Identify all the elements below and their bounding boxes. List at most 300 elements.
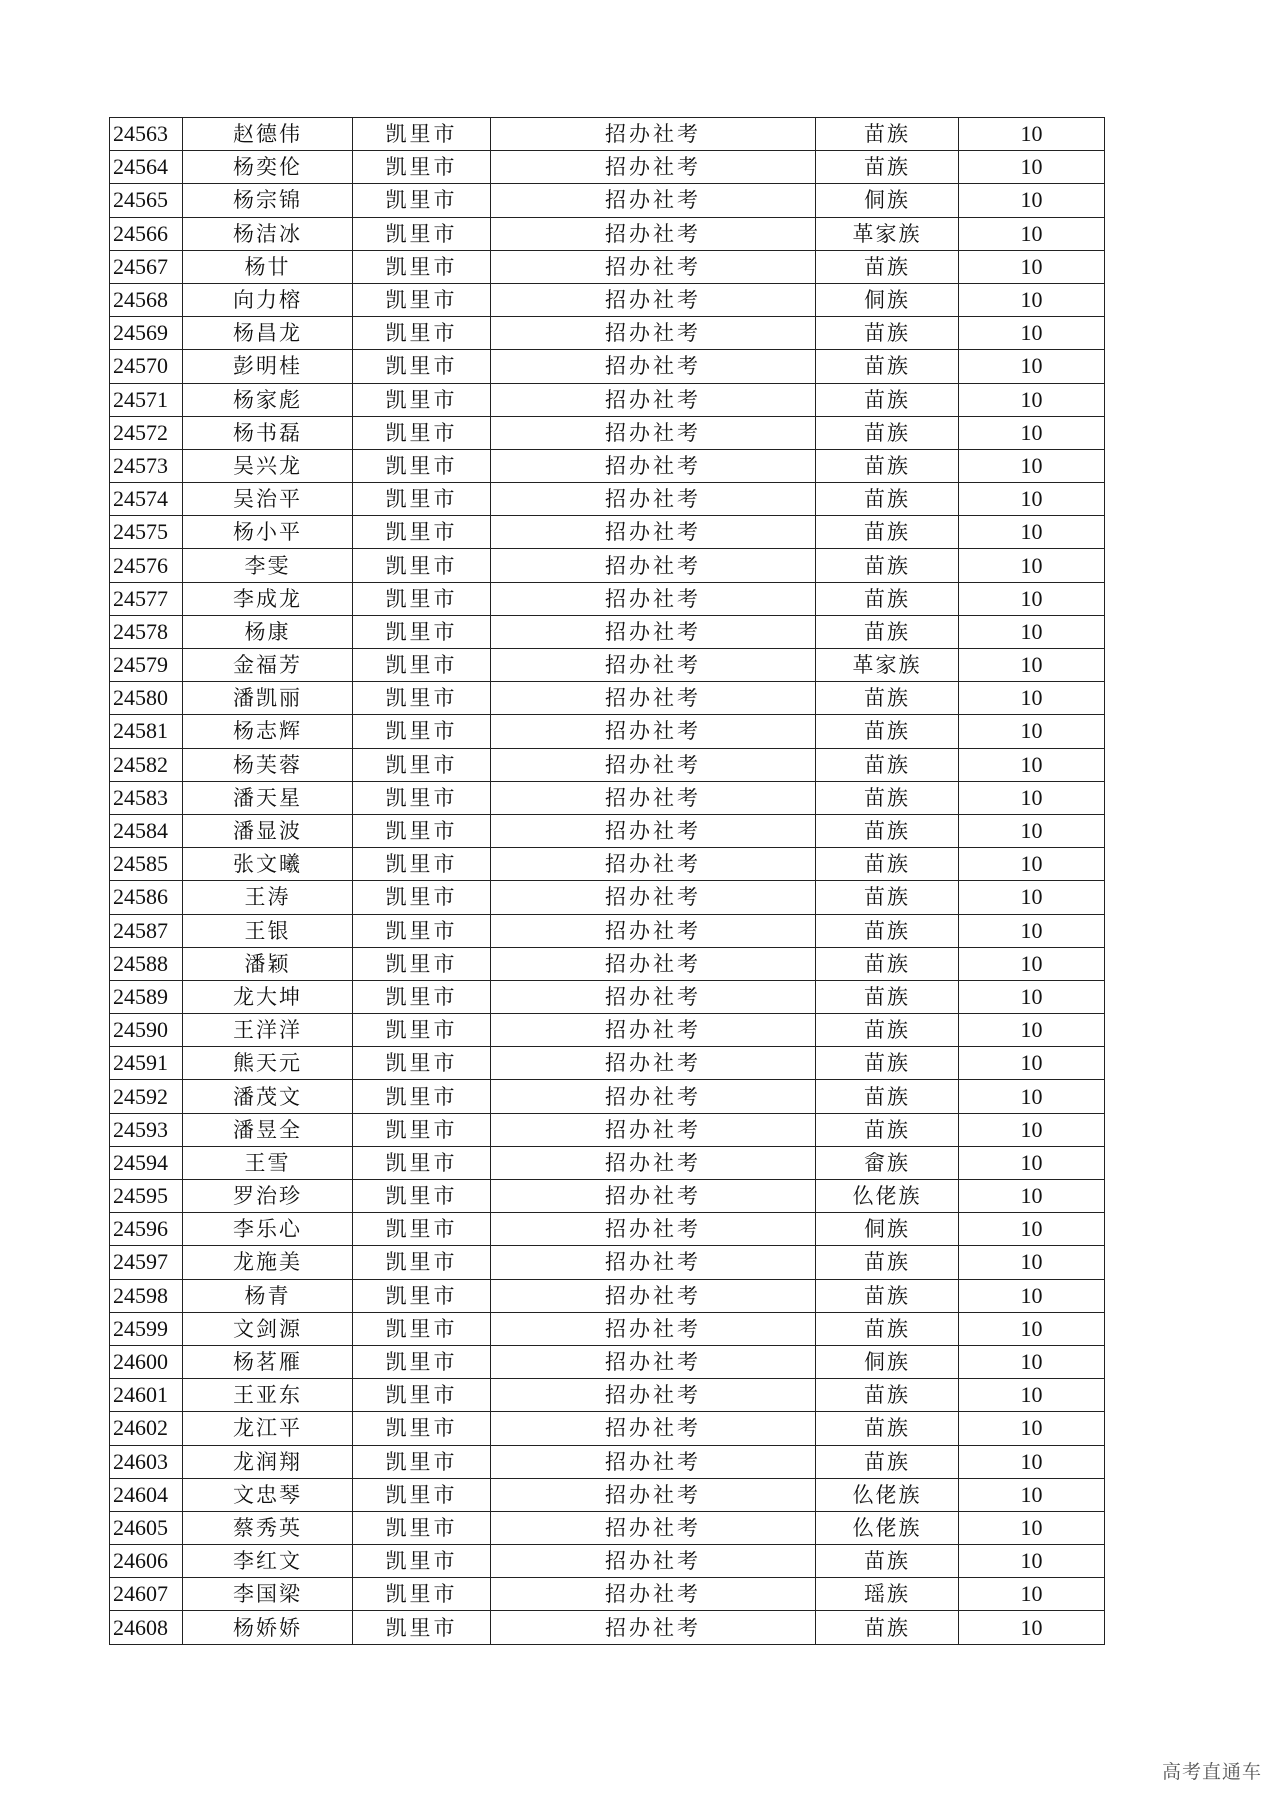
table-row xyxy=(110,151,1105,184)
cell-id: 24597 xyxy=(110,1246,183,1279)
cell-name: 潘天星 xyxy=(183,781,353,814)
cell-city: 凯里市 xyxy=(353,914,491,947)
cell-name: 文剑源 xyxy=(183,1312,353,1345)
cell-category: 招办社考 xyxy=(491,217,816,250)
cell-score: 10 xyxy=(959,1080,1105,1113)
cell-ethnicity: 苗族 xyxy=(816,1047,959,1080)
cell-name: 王涛 xyxy=(183,881,353,914)
table-row xyxy=(110,516,1105,549)
cell-score: 10 xyxy=(959,814,1105,847)
cell-city: 凯里市 xyxy=(353,1180,491,1213)
cell-city: 凯里市 xyxy=(353,317,491,350)
cell-city: 凯里市 xyxy=(353,1146,491,1179)
cell-id: 24591 xyxy=(110,1047,183,1080)
table-row xyxy=(110,184,1105,217)
table-row xyxy=(110,881,1105,914)
cell-city: 凯里市 xyxy=(353,1312,491,1345)
cell-category: 招办社考 xyxy=(491,317,816,350)
cell-ethnicity: 苗族 xyxy=(816,516,959,549)
cell-ethnicity: 苗族 xyxy=(816,947,959,980)
cell-city: 凯里市 xyxy=(353,1478,491,1511)
cell-name: 吴治平 xyxy=(183,483,353,516)
cell-category: 招办社考 xyxy=(491,483,816,516)
cell-ethnicity: 苗族 xyxy=(816,350,959,383)
cell-ethnicity: 苗族 xyxy=(816,416,959,449)
table-row xyxy=(110,748,1105,781)
table-row xyxy=(110,1511,1105,1544)
cell-city: 凯里市 xyxy=(353,980,491,1013)
table-row xyxy=(110,1545,1105,1578)
cell-id: 24594 xyxy=(110,1146,183,1179)
cell-name: 杨宗锦 xyxy=(183,184,353,217)
cell-id: 24593 xyxy=(110,1113,183,1146)
table-row xyxy=(110,217,1105,250)
cell-id: 24596 xyxy=(110,1213,183,1246)
table-row xyxy=(110,1379,1105,1412)
cell-id: 24582 xyxy=(110,748,183,781)
cell-category: 招办社考 xyxy=(491,748,816,781)
cell-score: 10 xyxy=(959,980,1105,1013)
cell-city: 凯里市 xyxy=(353,1545,491,1578)
cell-category: 招办社考 xyxy=(491,1047,816,1080)
cell-id: 24601 xyxy=(110,1379,183,1412)
cell-name: 潘凯丽 xyxy=(183,682,353,715)
cell-id: 24569 xyxy=(110,317,183,350)
table-row xyxy=(110,649,1105,682)
cell-name: 金福芳 xyxy=(183,649,353,682)
cell-score: 10 xyxy=(959,516,1105,549)
cell-name: 熊天元 xyxy=(183,1047,353,1080)
cell-ethnicity: 苗族 xyxy=(816,483,959,516)
cell-name: 罗治珍 xyxy=(183,1180,353,1213)
cell-category: 招办社考 xyxy=(491,1611,816,1644)
cell-ethnicity: 仫佬族 xyxy=(816,1478,959,1511)
cell-score: 10 xyxy=(959,1312,1105,1345)
cell-id: 24606 xyxy=(110,1545,183,1578)
cell-ethnicity: 侗族 xyxy=(816,1213,959,1246)
cell-name: 蔡秀英 xyxy=(183,1511,353,1544)
cell-category: 招办社考 xyxy=(491,582,816,615)
table-row xyxy=(110,914,1105,947)
cell-name: 杨廿 xyxy=(183,250,353,283)
cell-id: 24577 xyxy=(110,582,183,615)
table-row xyxy=(110,582,1105,615)
table-row xyxy=(110,1445,1105,1478)
table-row xyxy=(110,1213,1105,1246)
cell-category: 招办社考 xyxy=(491,283,816,316)
cell-city: 凯里市 xyxy=(353,781,491,814)
table-row xyxy=(110,814,1105,847)
cell-id: 24595 xyxy=(110,1180,183,1213)
cell-ethnicity: 苗族 xyxy=(816,980,959,1013)
cell-ethnicity: 苗族 xyxy=(816,1412,959,1445)
cell-category: 招办社考 xyxy=(491,151,816,184)
cell-id: 24586 xyxy=(110,881,183,914)
cell-city: 凯里市 xyxy=(353,151,491,184)
cell-id: 24584 xyxy=(110,814,183,847)
cell-id: 24592 xyxy=(110,1080,183,1113)
table-row xyxy=(110,1246,1105,1279)
cell-score: 10 xyxy=(959,748,1105,781)
cell-name: 杨小平 xyxy=(183,516,353,549)
cell-category: 招办社考 xyxy=(491,1080,816,1113)
cell-name: 杨康 xyxy=(183,615,353,648)
roster-table xyxy=(109,117,1105,1645)
cell-name: 杨娇娇 xyxy=(183,1611,353,1644)
cell-score: 10 xyxy=(959,1611,1105,1644)
cell-city: 凯里市 xyxy=(353,250,491,283)
cell-ethnicity: 苗族 xyxy=(816,914,959,947)
cell-name: 潘显波 xyxy=(183,814,353,847)
cell-city: 凯里市 xyxy=(353,1113,491,1146)
cell-score: 10 xyxy=(959,615,1105,648)
table-row xyxy=(110,250,1105,283)
cell-score: 10 xyxy=(959,350,1105,383)
cell-city: 凯里市 xyxy=(353,118,491,151)
cell-city: 凯里市 xyxy=(353,1379,491,1412)
watermark-text: 高考直通车 xyxy=(1161,1761,1262,1783)
cell-id: 24603 xyxy=(110,1445,183,1478)
cell-score: 10 xyxy=(959,1445,1105,1478)
cell-ethnicity: 仫佬族 xyxy=(816,1180,959,1213)
cell-category: 招办社考 xyxy=(491,1578,816,1611)
cell-category: 招办社考 xyxy=(491,1246,816,1279)
table-row xyxy=(110,1345,1105,1378)
table-row xyxy=(110,1180,1105,1213)
table-row xyxy=(110,615,1105,648)
cell-name: 潘颖 xyxy=(183,947,353,980)
cell-category: 招办社考 xyxy=(491,848,816,881)
cell-name: 潘茂文 xyxy=(183,1080,353,1113)
cell-score: 10 xyxy=(959,649,1105,682)
cell-name: 杨志辉 xyxy=(183,715,353,748)
table-row xyxy=(110,383,1105,416)
cell-score: 10 xyxy=(959,715,1105,748)
cell-city: 凯里市 xyxy=(353,217,491,250)
cell-score: 10 xyxy=(959,483,1105,516)
cell-name: 王洋洋 xyxy=(183,1014,353,1047)
cell-ethnicity: 苗族 xyxy=(816,1246,959,1279)
cell-category: 招办社考 xyxy=(491,118,816,151)
cell-id: 24583 xyxy=(110,781,183,814)
cell-city: 凯里市 xyxy=(353,184,491,217)
cell-name: 龙江平 xyxy=(183,1412,353,1445)
cell-category: 招办社考 xyxy=(491,383,816,416)
cell-id: 24566 xyxy=(110,217,183,250)
table-row xyxy=(110,1080,1105,1113)
cell-id: 24589 xyxy=(110,980,183,1013)
cell-score: 10 xyxy=(959,881,1105,914)
cell-name: 龙大坤 xyxy=(183,980,353,1013)
cell-ethnicity: 苗族 xyxy=(816,1014,959,1047)
cell-ethnicity: 苗族 xyxy=(816,615,959,648)
cell-id: 24578 xyxy=(110,615,183,648)
cell-name: 杨芙蓉 xyxy=(183,748,353,781)
cell-score: 10 xyxy=(959,947,1105,980)
cell-category: 招办社考 xyxy=(491,649,816,682)
cell-id: 24575 xyxy=(110,516,183,549)
cell-id: 24590 xyxy=(110,1014,183,1047)
cell-category: 招办社考 xyxy=(491,1545,816,1578)
cell-category: 招办社考 xyxy=(491,1312,816,1345)
cell-city: 凯里市 xyxy=(353,814,491,847)
cell-ethnicity: 苗族 xyxy=(816,781,959,814)
cell-id: 24567 xyxy=(110,250,183,283)
cell-city: 凯里市 xyxy=(353,1014,491,1047)
cell-score: 10 xyxy=(959,184,1105,217)
cell-id: 24600 xyxy=(110,1345,183,1378)
cell-category: 招办社考 xyxy=(491,814,816,847)
cell-score: 10 xyxy=(959,848,1105,881)
cell-ethnicity: 苗族 xyxy=(816,1312,959,1345)
cell-id: 24608 xyxy=(110,1611,183,1644)
cell-city: 凯里市 xyxy=(353,483,491,516)
cell-score: 10 xyxy=(959,1014,1105,1047)
cell-name: 王雪 xyxy=(183,1146,353,1179)
cell-ethnicity: 侗族 xyxy=(816,184,959,217)
table-row xyxy=(110,1478,1105,1511)
cell-name: 杨青 xyxy=(183,1279,353,1312)
cell-category: 招办社考 xyxy=(491,549,816,582)
cell-id: 24598 xyxy=(110,1279,183,1312)
cell-city: 凯里市 xyxy=(353,1345,491,1378)
cell-city: 凯里市 xyxy=(353,1578,491,1611)
cell-name: 杨奕伦 xyxy=(183,151,353,184)
table-row xyxy=(110,483,1105,516)
cell-ethnicity: 苗族 xyxy=(816,549,959,582)
table-row xyxy=(110,1578,1105,1611)
cell-score: 10 xyxy=(959,1279,1105,1312)
table-row xyxy=(110,715,1105,748)
cell-name: 向力榕 xyxy=(183,283,353,316)
table-row xyxy=(110,947,1105,980)
cell-category: 招办社考 xyxy=(491,516,816,549)
cell-name: 龙施美 xyxy=(183,1246,353,1279)
cell-name: 文忠琴 xyxy=(183,1478,353,1511)
cell-category: 招办社考 xyxy=(491,615,816,648)
cell-score: 10 xyxy=(959,1113,1105,1146)
cell-category: 招办社考 xyxy=(491,1511,816,1544)
cell-id: 24574 xyxy=(110,483,183,516)
table-row xyxy=(110,549,1105,582)
cell-id: 24585 xyxy=(110,848,183,881)
cell-city: 凯里市 xyxy=(353,350,491,383)
cell-score: 10 xyxy=(959,1379,1105,1412)
table-row xyxy=(110,350,1105,383)
cell-name: 龙润翔 xyxy=(183,1445,353,1478)
table-row xyxy=(110,1014,1105,1047)
table-row xyxy=(110,1412,1105,1445)
cell-ethnicity: 苗族 xyxy=(816,582,959,615)
cell-score: 10 xyxy=(959,383,1105,416)
cell-score: 10 xyxy=(959,250,1105,283)
table-row xyxy=(110,848,1105,881)
cell-score: 10 xyxy=(959,217,1105,250)
cell-ethnicity: 畲族 xyxy=(816,1146,959,1179)
cell-score: 10 xyxy=(959,1213,1105,1246)
cell-score: 10 xyxy=(959,1246,1105,1279)
table-row xyxy=(110,1146,1105,1179)
cell-id: 24604 xyxy=(110,1478,183,1511)
cell-name: 李国梁 xyxy=(183,1578,353,1611)
cell-ethnicity: 革家族 xyxy=(816,649,959,682)
cell-category: 招办社考 xyxy=(491,914,816,947)
cell-ethnicity: 侗族 xyxy=(816,1345,959,1378)
cell-ethnicity: 苗族 xyxy=(816,383,959,416)
table-row xyxy=(110,1279,1105,1312)
cell-id: 24568 xyxy=(110,283,183,316)
cell-category: 招办社考 xyxy=(491,682,816,715)
cell-city: 凯里市 xyxy=(353,1047,491,1080)
cell-name: 张文曦 xyxy=(183,848,353,881)
cell-city: 凯里市 xyxy=(353,383,491,416)
cell-id: 24580 xyxy=(110,682,183,715)
cell-name: 李乐心 xyxy=(183,1213,353,1246)
cell-city: 凯里市 xyxy=(353,1611,491,1644)
cell-name: 李红文 xyxy=(183,1545,353,1578)
cell-category: 招办社考 xyxy=(491,1279,816,1312)
cell-city: 凯里市 xyxy=(353,1213,491,1246)
cell-city: 凯里市 xyxy=(353,1445,491,1478)
cell-name: 杨昌龙 xyxy=(183,317,353,350)
table-row xyxy=(110,449,1105,482)
cell-category: 招办社考 xyxy=(491,1146,816,1179)
cell-ethnicity: 苗族 xyxy=(816,250,959,283)
table-row xyxy=(110,1312,1105,1345)
cell-id: 24588 xyxy=(110,947,183,980)
cell-id: 24579 xyxy=(110,649,183,682)
cell-category: 招办社考 xyxy=(491,1213,816,1246)
cell-score: 10 xyxy=(959,1545,1105,1578)
cell-category: 招办社考 xyxy=(491,1478,816,1511)
cell-category: 招办社考 xyxy=(491,449,816,482)
cell-city: 凯里市 xyxy=(353,881,491,914)
cell-score: 10 xyxy=(959,1511,1105,1544)
roster-table-body xyxy=(110,118,1105,1645)
cell-score: 10 xyxy=(959,1412,1105,1445)
cell-ethnicity: 苗族 xyxy=(816,1545,959,1578)
cell-name: 王亚东 xyxy=(183,1379,353,1412)
cell-city: 凯里市 xyxy=(353,947,491,980)
cell-ethnicity: 苗族 xyxy=(816,1279,959,1312)
cell-ethnicity: 苗族 xyxy=(816,1113,959,1146)
cell-city: 凯里市 xyxy=(353,848,491,881)
cell-ethnicity: 苗族 xyxy=(816,1445,959,1478)
cell-ethnicity: 苗族 xyxy=(816,715,959,748)
cell-category: 招办社考 xyxy=(491,781,816,814)
cell-ethnicity: 苗族 xyxy=(816,682,959,715)
cell-id: 24587 xyxy=(110,914,183,947)
cell-city: 凯里市 xyxy=(353,582,491,615)
cell-score: 10 xyxy=(959,682,1105,715)
cell-city: 凯里市 xyxy=(353,682,491,715)
cell-name: 李成龙 xyxy=(183,582,353,615)
cell-category: 招办社考 xyxy=(491,1379,816,1412)
cell-name: 杨茗雁 xyxy=(183,1345,353,1378)
cell-id: 24599 xyxy=(110,1312,183,1345)
cell-ethnicity: 苗族 xyxy=(816,848,959,881)
cell-score: 10 xyxy=(959,549,1105,582)
cell-ethnicity: 革家族 xyxy=(816,217,959,250)
cell-category: 招办社考 xyxy=(491,350,816,383)
cell-name: 杨洁冰 xyxy=(183,217,353,250)
cell-city: 凯里市 xyxy=(353,549,491,582)
table-row xyxy=(110,1611,1105,1644)
cell-city: 凯里市 xyxy=(353,748,491,781)
table-row xyxy=(110,283,1105,316)
cell-score: 10 xyxy=(959,118,1105,151)
cell-name: 杨家彪 xyxy=(183,383,353,416)
cell-name: 潘昱全 xyxy=(183,1113,353,1146)
cell-id: 24605 xyxy=(110,1511,183,1544)
cell-id: 24565 xyxy=(110,184,183,217)
cell-category: 招办社考 xyxy=(491,250,816,283)
cell-ethnicity: 瑶族 xyxy=(816,1578,959,1611)
cell-score: 10 xyxy=(959,582,1105,615)
cell-category: 招办社考 xyxy=(491,1113,816,1146)
cell-id: 24581 xyxy=(110,715,183,748)
table-row xyxy=(110,1113,1105,1146)
cell-ethnicity: 苗族 xyxy=(816,748,959,781)
table-row xyxy=(110,980,1105,1013)
cell-id: 24563 xyxy=(110,118,183,151)
cell-ethnicity: 苗族 xyxy=(816,1080,959,1113)
cell-category: 招办社考 xyxy=(491,1180,816,1213)
cell-ethnicity: 苗族 xyxy=(816,1611,959,1644)
cell-score: 10 xyxy=(959,1047,1105,1080)
cell-score: 10 xyxy=(959,1345,1105,1378)
cell-id: 24602 xyxy=(110,1412,183,1445)
cell-score: 10 xyxy=(959,1578,1105,1611)
cell-city: 凯里市 xyxy=(353,715,491,748)
cell-city: 凯里市 xyxy=(353,1279,491,1312)
cell-name: 彭明桂 xyxy=(183,350,353,383)
cell-category: 招办社考 xyxy=(491,1412,816,1445)
cell-category: 招办社考 xyxy=(491,1014,816,1047)
cell-id: 24570 xyxy=(110,350,183,383)
table-row xyxy=(110,317,1105,350)
cell-city: 凯里市 xyxy=(353,516,491,549)
table-row xyxy=(110,118,1105,151)
cell-ethnicity: 苗族 xyxy=(816,449,959,482)
cell-id: 24607 xyxy=(110,1578,183,1611)
cell-ethnicity: 苗族 xyxy=(816,1379,959,1412)
cell-id: 24576 xyxy=(110,549,183,582)
table-row xyxy=(110,682,1105,715)
cell-score: 10 xyxy=(959,317,1105,350)
cell-name: 李雯 xyxy=(183,549,353,582)
cell-ethnicity: 仫佬族 xyxy=(816,1511,959,1544)
cell-ethnicity: 苗族 xyxy=(816,881,959,914)
cell-score: 10 xyxy=(959,283,1105,316)
cell-id: 24572 xyxy=(110,416,183,449)
cell-id: 24571 xyxy=(110,383,183,416)
cell-ethnicity: 侗族 xyxy=(816,283,959,316)
table-row xyxy=(110,416,1105,449)
cell-name: 杨书磊 xyxy=(183,416,353,449)
cell-city: 凯里市 xyxy=(353,1412,491,1445)
cell-city: 凯里市 xyxy=(353,449,491,482)
cell-category: 招办社考 xyxy=(491,980,816,1013)
cell-score: 10 xyxy=(959,1478,1105,1511)
cell-city: 凯里市 xyxy=(353,615,491,648)
cell-city: 凯里市 xyxy=(353,416,491,449)
cell-ethnicity: 苗族 xyxy=(816,118,959,151)
cell-score: 10 xyxy=(959,151,1105,184)
cell-score: 10 xyxy=(959,416,1105,449)
cell-city: 凯里市 xyxy=(353,1246,491,1279)
table-row xyxy=(110,781,1105,814)
